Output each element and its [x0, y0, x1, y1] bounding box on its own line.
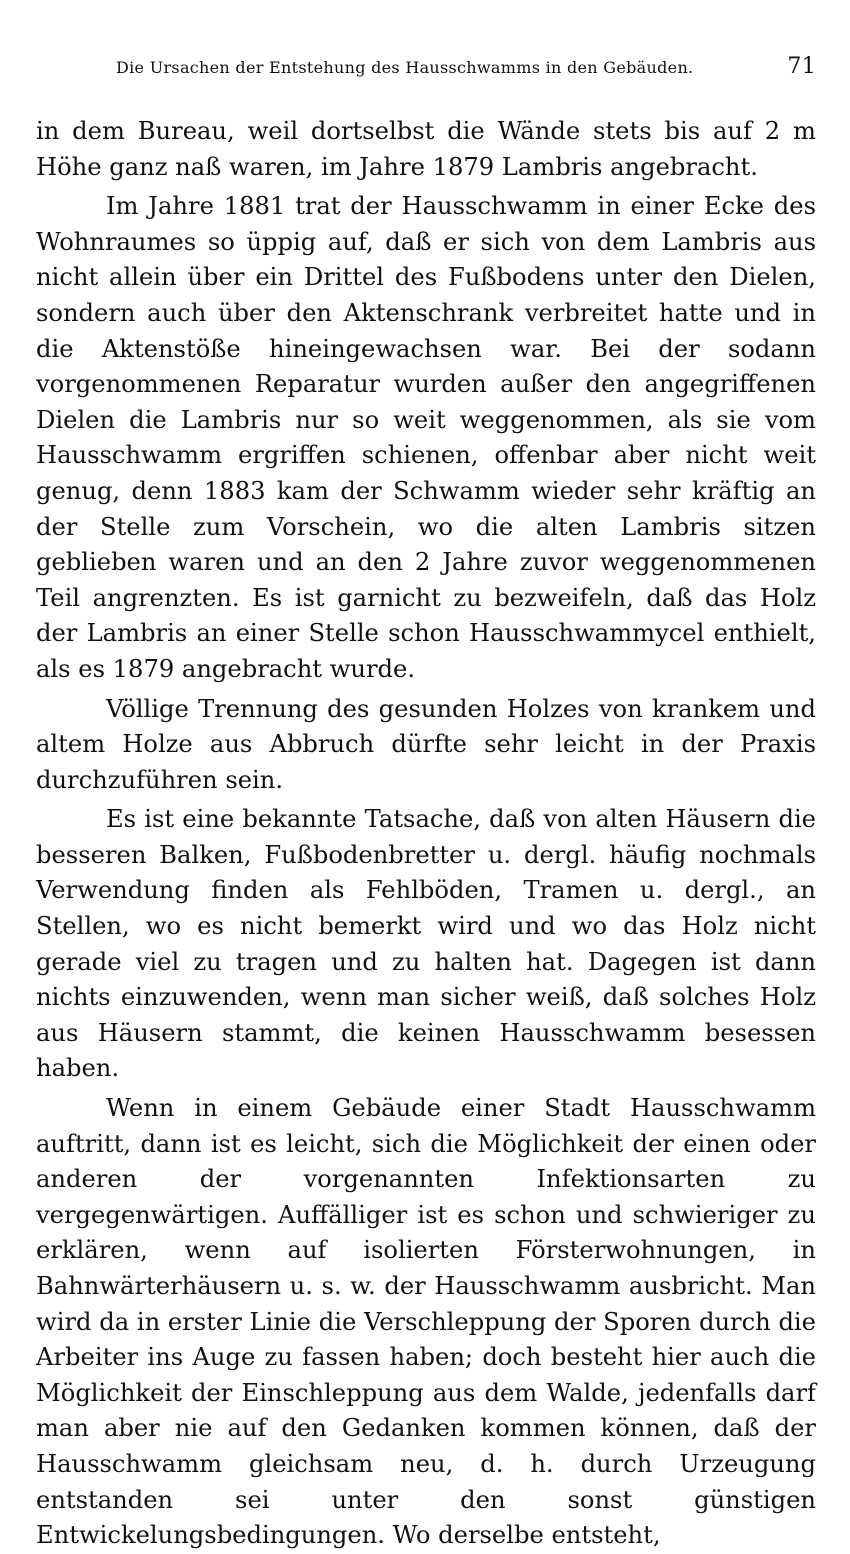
running-title: Die Ursachen der Entstehung des Hausschwamms in den Gebäuden. [116, 58, 694, 77]
paragraph-tatsache: Es ist eine bekannte Tatsache, daß von alten Häusern die besseren Balken, Fußbodenbretter u. dergl. häufig nochmals Verwendung finden als Fehlböden, Tramen u. dergl., an Stellen, wo es nicht bemerkt wird und wo das Holz nicht gerade viel zu tragen und zu halten hat. Dagegen ist dann nichts einzuwenden, wenn man sicher weiß, daß solches Holz aus Häusern stammt, die keinen Hausschwamm besessen haben. [36, 805, 816, 1083]
paragraph-stadt: Wenn in einem Gebäude einer Stadt Hausschwamm auftritt, dann ist es leicht, sich die Möglichkeit der einen oder anderen der vorgenannten Infektionsarten zu vergegenwärtigen. Auffälliger ist es schon und schwieriger zu erklären, wenn auf isolierten Försterwohnungen, in Bahnwärterhäusern u. s. w. der Hausschwamm ausbricht. Man wird da in erster Linie die Verschleppung der Sporen durch die Arbeiter ins Auge zu fassen haben; doch besteht hier auch die Möglichkeit der Einschleppung aus dem Walde, jedenfalls darf man aber nie auf den Gedanken kommen können, daß der Hausschwamm gleichsam neu, d. h. durch Urzeugung entstanden sei unter den sonst günstigen Entwickelungsbedingungen. Wo derselbe entsteht, [36, 1094, 816, 1550]
book-page [36, 48, 816, 1550]
paragraph-continuation: in dem Bureau, weil dortselbst die Wände stets bis auf 2 m Höhe ganz naß waren, im Jahre 1879 Lambris angebracht. [36, 117, 816, 181]
paragraph-trennung: Völlige Trennung des gesunden Holzes von krankem und altem Holze aus Abbruch dürfte sehr leicht in der Praxis durchzuführen sein. [36, 694, 816, 794]
page-body [36, 114, 816, 1554]
running-head [36, 48, 816, 92]
paragraph-hausschwamm-1881: Im Jahre 1881 trat der Hausschwamm in einer Ecke des Wohnraumes so üppig auf, daß er sich von dem Lambris aus nicht allein über ein Drittel des Fußbodens unter den Dielen, sondern auch über den Aktenschrank verbreitet hatte und in die Aktenstöße hineingewachsen war. Bei der sodann vorgenommenen Reparatur wurden außer den angegriffenen Dielen die Lambris nur so weit weggenommen, als sie vom Hausschwamm ergriffen schienen, offenbar aber nicht weit genug, denn 1883 kam der Schwamm wieder sehr kräftig an der Stelle zum Vorschein, wo die alten Lambris sitzen geblieben waren und an den 2 Jahre zuvor weggenommenen Teil angrenzten. Es ist garnicht zu bezweifeln, daß das Holz der Lambris an einer Stelle schon Hausschwammycel enthielt, als es 1879 angebracht wurde. [36, 192, 816, 683]
page-number: 71 [787, 54, 816, 79]
